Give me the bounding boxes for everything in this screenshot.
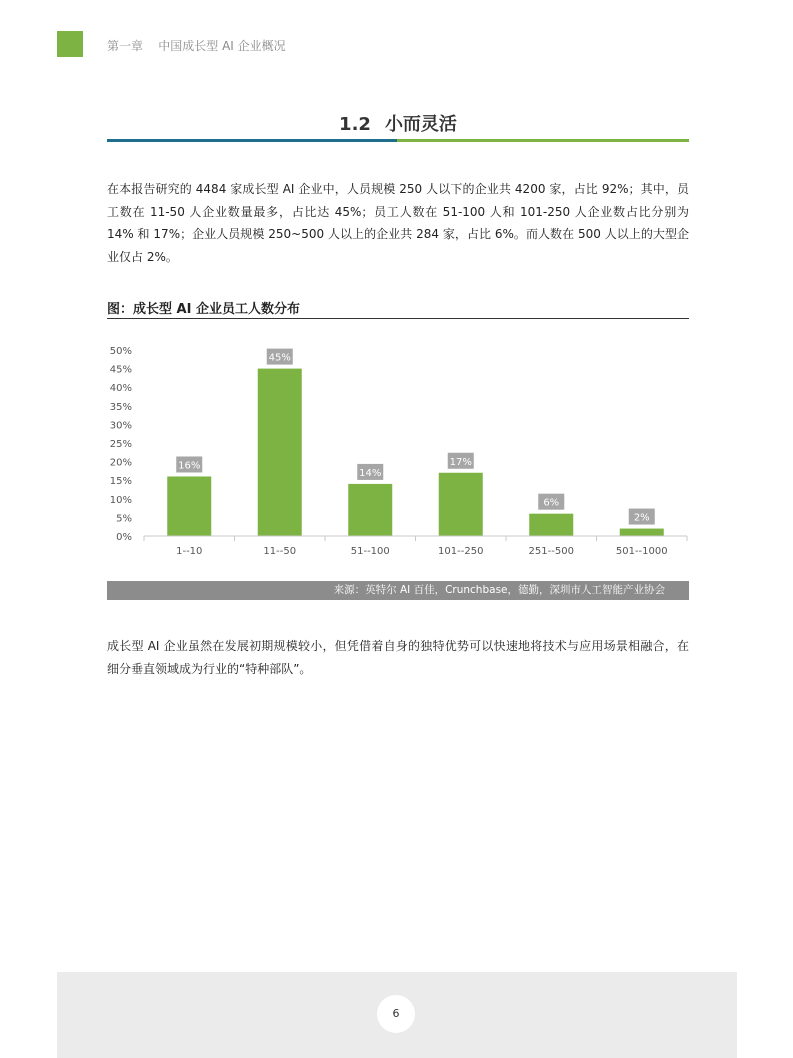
- y-tick-label: 40%: [109, 383, 132, 395]
- data-label: 17%: [449, 456, 472, 468]
- figure-title-rule: [107, 318, 689, 319]
- figure-source: 来源：英特尔 AI 百佳，Crunchbase，德勤，深圳市人工智能产业协会: [107, 581, 689, 600]
- running-header: [107, 37, 286, 54]
- y-tick-label: 5%: [116, 513, 132, 525]
- section-number: 1.2: [339, 114, 371, 135]
- figure-title: 图：成长型 AI 企业员工人数分布: [107, 302, 300, 317]
- y-tick-label: 35%: [109, 401, 132, 413]
- y-tick-label: 25%: [109, 439, 132, 450]
- bar: [348, 484, 392, 536]
- title-underline-green: [397, 139, 689, 142]
- x-tick-label: 101--250: [438, 546, 484, 557]
- y-tick-label: 50%: [109, 346, 132, 357]
- section-heading: [107, 110, 689, 136]
- data-label: 16%: [178, 460, 201, 472]
- x-axis: [144, 536, 687, 557]
- data-label: 14%: [359, 467, 382, 479]
- page-number: 6: [377, 995, 415, 1033]
- data-labels: [176, 349, 655, 525]
- bar: [620, 529, 664, 536]
- bars: [167, 369, 664, 536]
- y-tick-label: 30%: [109, 420, 132, 432]
- x-tick-label: 11--50: [263, 546, 297, 557]
- x-tick-label: 1--10: [176, 546, 203, 557]
- bar: [167, 476, 211, 536]
- x-tick-label: 51--100: [350, 546, 390, 557]
- conclusion-paragraph: 成长型 AI 企业虽然在发展初期规模较小，但凭借着自身的独特优势可以快速地将技术与应用场景相融合，在细分垂直领域成为行业的“特种部队”。: [107, 639, 689, 676]
- title-underline-blue: [107, 139, 397, 142]
- employee-distribution-chart: [100, 338, 695, 568]
- section-title: 小而灵活: [384, 114, 457, 135]
- data-label: 6%: [543, 497, 560, 509]
- y-tick-label: 45%: [109, 364, 132, 376]
- y-tick-label: 15%: [109, 476, 132, 488]
- y-tick-label: 20%: [109, 457, 132, 469]
- y-axis: [110, 346, 132, 543]
- x-tick-label: 251--500: [528, 546, 574, 557]
- y-tick-label: 10%: [109, 494, 132, 506]
- x-tick-label: 501--1000: [615, 546, 668, 557]
- data-label: 45%: [268, 352, 291, 364]
- chapter-number: 第一章: [107, 39, 144, 53]
- bar: [258, 369, 302, 536]
- bar: [439, 473, 483, 536]
- bar: [529, 514, 573, 536]
- chapter-title: 中国成长型 AI 企业概况: [158, 39, 286, 53]
- y-tick-label: 0%: [116, 532, 132, 543]
- chapter-marker: [57, 31, 83, 57]
- intro-paragraph: 在本报告研究的 4484 家成长型 AI 企业中，人员规模 250 人以下的企业共 4200 家，占比 92%；其中，员工数在 11-50 人企业数量最多，占比达 45%；员工人数在 51-100 人和 101-250 人企业数占比分别为 14% 和 17%；企业人员规模 250~500 人以上的企业共 284 家，占比 6%。而人数在 500 人以上的大型企业仅占 2%。: [107, 182, 689, 264]
- data-label: 2%: [633, 512, 650, 524]
